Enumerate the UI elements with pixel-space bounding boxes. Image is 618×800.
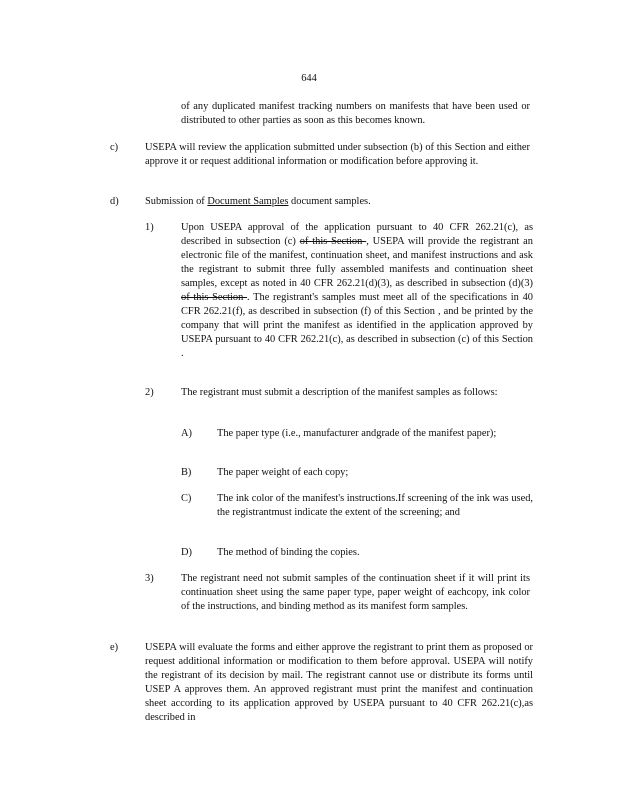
item-c-text: USEPA will review the application submitted under subsection (b) of this Section and either approve it or request additional information or modification before approving it. bbox=[145, 142, 530, 167]
item-d1-part1: Upon USEPA approval of the application pursuant to 40 CFR 262.21(c), as described in subsection (c) bbox=[181, 222, 533, 247]
item-d1-struck1: of this Section bbox=[299, 236, 367, 247]
item-d-post: document samples. bbox=[288, 196, 371, 207]
item-d2d-label: D) bbox=[181, 547, 192, 558]
continued-paragraph: of any duplicated manifest tracking numbers on manifests that have been used or distributed to other parties as soon as this becomes known. bbox=[181, 101, 530, 126]
page-number: 644 bbox=[301, 73, 317, 84]
item-d2c-label: C) bbox=[181, 493, 192, 504]
item-d-label: d) bbox=[110, 196, 119, 207]
item-d3-text: The registrant need not submit samples of the continuation sheet if it will print its continuation sheet using the same paper type, paper weight of eachcopy, ink color of the instructions, and binding method as its manifest form samples. bbox=[181, 573, 530, 612]
item-d2-text: The registrant must submit a description of the manifest samples as follows: bbox=[181, 387, 498, 398]
item-d1-text bbox=[181, 221, 533, 361]
item-d3-label: 3) bbox=[145, 573, 154, 584]
item-d1-label: 1) bbox=[145, 222, 154, 233]
item-d1-part2: , USEPA will provide the registrant an electronic file of the manifest, continuation sheet, and manifest instructions and ask the registrant to submit three fully assembled manifests and continuation sheet samples, except as noted in 40 CFR 262.21(d)(3), as described in subsection (d)(3) bbox=[181, 236, 533, 289]
item-d2c-text: The ink color of the manifest's instructions.If screening of the ink was used, the registrantmust indicate the extent of the screening; and bbox=[217, 493, 533, 518]
item-e-label: e) bbox=[110, 642, 119, 653]
item-d-heading bbox=[145, 195, 530, 209]
item-e-text: USEPA will evaluate the forms and either approve the registrant to print them as proposed or request additional information or modification to them before approval. USEPA will notify the registrant of its decision by mail. The registrant cannot use or distribute its forms until USEP A approves them. An approved registrant must print the manifest and continuation sheet according to its application approved by USEPA pursuant to 40 CFR 262.21(c),as described in bbox=[145, 642, 533, 723]
item-d-underlined: Document Samples bbox=[207, 196, 289, 207]
item-d2-label: 2) bbox=[145, 387, 154, 398]
item-d-pre: Submission of bbox=[145, 196, 208, 207]
item-d1-part3: . The registrant's samples must meet all of the specifications in 40 CFR 262.21(f), as described in subsection (f) of this Section , and be printed by the company that will print the manifest as identified in the application approved by USEPA pursuant to 40 CFR 262.21(c), as described in subsection (c) of this Section . bbox=[181, 292, 533, 359]
item-c-label: c) bbox=[110, 142, 119, 153]
item-d2b-label: B) bbox=[181, 467, 192, 478]
item-d2a-label: A) bbox=[181, 428, 192, 439]
item-d1-struck2: of this Section bbox=[181, 292, 248, 303]
item-d2a-text: The paper type (i.e., manufacturer andgrade of the manifest paper); bbox=[217, 428, 497, 439]
item-d2b-text: The paper weight of each copy; bbox=[217, 467, 349, 478]
item-d2d-text: The method of binding the copies. bbox=[217, 547, 360, 558]
